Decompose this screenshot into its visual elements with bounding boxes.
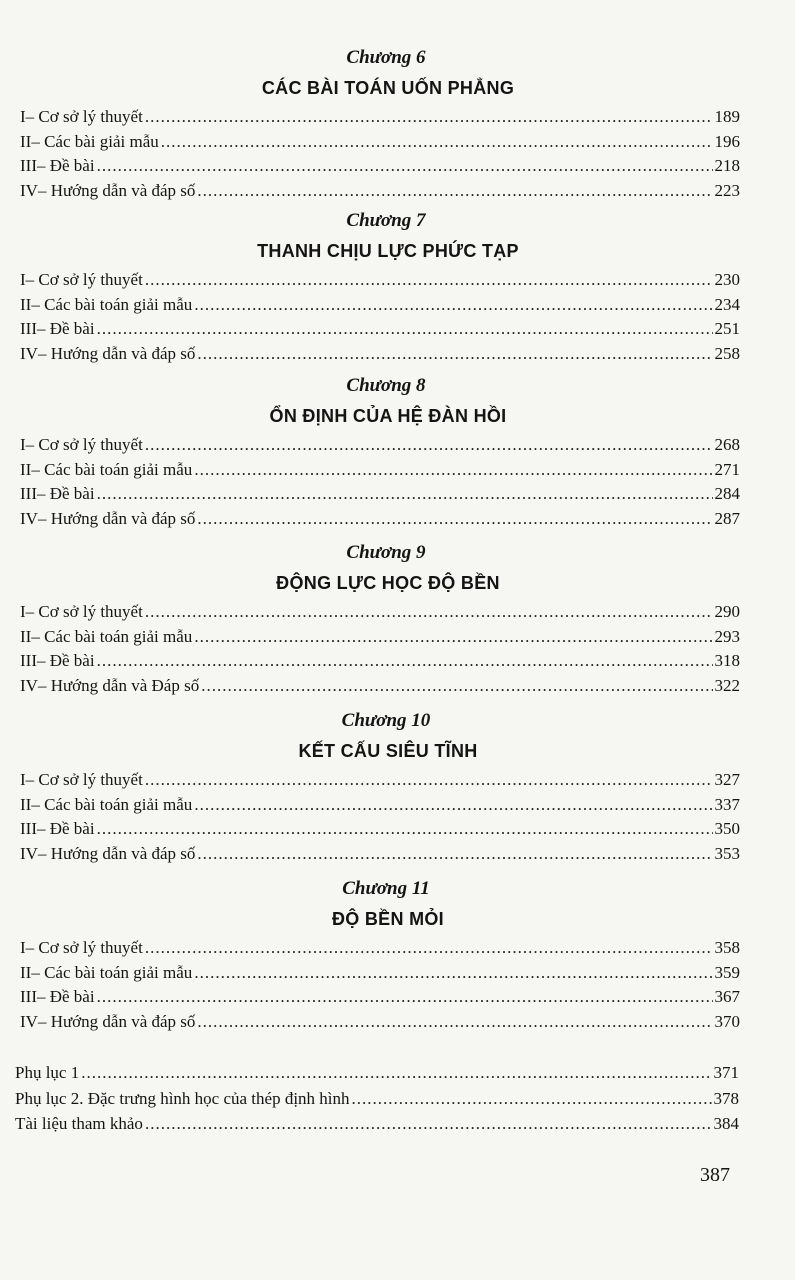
- toc-entry: [20, 293, 740, 318]
- toc-entry: [20, 130, 740, 155]
- dot-leader: [197, 842, 712, 867]
- dot-leader: [97, 817, 713, 842]
- toc-entry: [20, 154, 740, 179]
- chapter-section: [20, 708, 740, 866]
- toc-entry: [20, 179, 740, 204]
- toc-entry: [20, 793, 740, 818]
- toc-entry: [20, 936, 740, 961]
- dot-leader: [145, 768, 713, 793]
- dot-leader: [97, 317, 713, 342]
- toc-entry: [20, 817, 740, 842]
- toc-entry-page: 370: [714, 1011, 740, 1031]
- toc-entry-page: 290: [714, 602, 740, 621]
- toc-entry: [20, 649, 740, 674]
- chapter-title: KẾT CẤU SIÊU TĨNH: [298, 741, 478, 761]
- toc-entry: [20, 268, 740, 293]
- toc-entry: [20, 458, 740, 483]
- toc-entry: [20, 625, 740, 650]
- chapter-number: Chương 8: [346, 375, 426, 396]
- toc-entry-label: I– Cơ sở lý thuyết: [20, 435, 143, 454]
- dot-leader: [161, 130, 713, 155]
- dot-leader: [97, 985, 713, 1010]
- toc-entry: [20, 768, 740, 793]
- toc-entry-label: II– Các bài toán giải mẫu: [20, 962, 193, 982]
- toc-entry: [20, 985, 740, 1010]
- toc-entry-label: IV– Hướng dẫn và đáp số: [20, 180, 196, 200]
- toc-entry-page: 350: [714, 819, 740, 838]
- chapter-section: [20, 876, 740, 1034]
- chapter-number: Chương 11: [342, 878, 430, 899]
- dot-leader: [197, 342, 712, 367]
- chapter-number: Chương 7: [346, 210, 426, 231]
- toc-entry-label: III– Đề bài: [20, 987, 95, 1006]
- toc-entry-page: 337: [714, 794, 740, 814]
- toc-entry: [15, 1086, 739, 1112]
- chapter-section: [20, 45, 740, 203]
- toc-entry-label: III– Đề bài: [20, 319, 95, 338]
- toc-entry-label: Tài liệu tham khảo: [15, 1114, 143, 1133]
- toc-entry-page: 196: [714, 131, 740, 151]
- toc-entry-label: II– Các bài toán giải mẫu: [20, 459, 193, 479]
- toc-entry: [20, 507, 740, 532]
- page-number: 387: [700, 1164, 730, 1186]
- chapter-title: CÁC BÀI TOÁN UỐN PHẲNG: [261, 78, 515, 98]
- toc-entry: [20, 674, 740, 699]
- toc-entry: [20, 842, 740, 867]
- dot-leader: [201, 674, 712, 699]
- toc-entry-page: 318: [714, 651, 740, 670]
- dot-leader: [197, 507, 712, 532]
- toc-entry-label: Phụ lục 1: [15, 1063, 80, 1082]
- toc-entry-label: I– Cơ sở lý thuyết: [20, 770, 143, 789]
- toc-entry-page: 230: [714, 270, 740, 289]
- toc-entry-page: 353: [714, 843, 740, 863]
- toc-entry-label: IV– Hướng dẫn và Đáp số: [20, 675, 200, 695]
- dot-leader: [352, 1086, 712, 1112]
- dot-leader: [194, 961, 712, 986]
- dot-leader: [145, 936, 713, 961]
- toc-entry-page: 218: [714, 156, 740, 175]
- toc-entry-page: 359: [714, 962, 740, 982]
- toc-entry-page: 293: [714, 626, 740, 646]
- toc-entry-label: III– Đề bài: [20, 651, 95, 670]
- dot-leader: [197, 1010, 712, 1035]
- toc-entry-page: 287: [714, 508, 740, 528]
- toc-entry-page: 271: [714, 459, 740, 479]
- chapter-title: THANH CHỊU LỰC PHỨC TẠP: [257, 241, 519, 261]
- dot-leader: [194, 793, 712, 818]
- toc-entry: [20, 433, 740, 458]
- toc-entry: [15, 1111, 739, 1137]
- toc-entry-label: III– Đề bài: [20, 484, 95, 503]
- toc-entry-page: 322: [714, 675, 740, 695]
- toc-entry-label: Phụ lục 2. Đặc trưng hình học của thép định hình: [15, 1088, 350, 1108]
- toc-entry-page: 284: [714, 484, 740, 503]
- toc-entry-page: 258: [714, 343, 740, 363]
- toc-entry-page: 251: [714, 319, 740, 338]
- dot-leader: [145, 1111, 712, 1137]
- toc-entry-page: 384: [713, 1114, 739, 1133]
- toc-entry-label: IV– Hướng dẫn và đáp số: [20, 843, 196, 863]
- dot-leader: [145, 433, 713, 458]
- chapter-section: [20, 373, 740, 531]
- dot-leader: [81, 1060, 711, 1086]
- toc-entry: [20, 482, 740, 507]
- toc-entry-page: 378: [713, 1088, 739, 1108]
- dot-leader: [145, 600, 713, 625]
- chapter-section: [20, 208, 740, 366]
- toc-entry-label: III– Đề bài: [20, 156, 95, 175]
- toc-entry: [20, 1010, 740, 1035]
- chapter-section: [20, 540, 740, 698]
- toc-entry-label: I– Cơ sở lý thuyết: [20, 938, 143, 957]
- dot-leader: [145, 105, 713, 130]
- dot-leader: [97, 154, 713, 179]
- chapter-number: Chương 10: [341, 710, 431, 731]
- dot-leader: [145, 268, 713, 293]
- toc-entry-page: 223: [714, 180, 740, 200]
- toc-entry-label: IV– Hướng dẫn và đáp số: [20, 508, 196, 528]
- toc-entry: [15, 1060, 739, 1086]
- chapter-number: Chương 9: [346, 542, 426, 563]
- toc-entry-label: II– Các bài toán giải mẫu: [20, 626, 193, 646]
- toc-entry-label: IV– Hướng dẫn và đáp số: [20, 343, 196, 363]
- chapter-number: Chương 6: [346, 47, 426, 68]
- toc-entry-page: 189: [714, 107, 740, 126]
- toc-entry-label: III– Đề bài: [20, 819, 95, 838]
- toc-entry-label: II– Các bài toán giải mẫu: [20, 794, 193, 814]
- toc-entry-page: 327: [714, 770, 740, 789]
- toc-entry-page: 371: [713, 1063, 739, 1082]
- toc-entry-label: I– Cơ sở lý thuyết: [20, 602, 143, 621]
- toc-entry-label: I– Cơ sở lý thuyết: [20, 107, 143, 126]
- dot-leader: [194, 293, 712, 318]
- dot-leader: [97, 482, 713, 507]
- chapter-title: ĐỘNG LỰC HỌC ĐỘ BỀN: [276, 573, 500, 593]
- toc-entry-page: 234: [714, 294, 740, 314]
- toc-entry: [20, 342, 740, 367]
- dot-leader: [197, 179, 712, 204]
- chapter-title: ỔN ĐỊNH CỦA HỆ ĐÀN HỒI: [269, 406, 507, 426]
- appendix-section: [15, 1060, 739, 1137]
- toc-entry-label: IV– Hướng dẫn và đáp số: [20, 1011, 196, 1031]
- dot-leader: [194, 458, 712, 483]
- toc-entry-label: II– Các bài toán giải mẫu: [20, 294, 193, 314]
- toc-entry-page: 358: [714, 938, 740, 957]
- toc-entry: [20, 105, 740, 130]
- dot-leader: [194, 625, 712, 650]
- toc-entry-label: II– Các bài giải mẫu: [20, 131, 159, 151]
- chapter-title: ĐỘ BỀN MỎI: [331, 909, 444, 929]
- toc-entry: [20, 600, 740, 625]
- toc-entry-page: 268: [714, 435, 740, 454]
- dot-leader: [97, 649, 713, 674]
- toc-entry: [20, 961, 740, 986]
- toc-entry-page: 367: [714, 987, 740, 1006]
- toc-entry-label: I– Cơ sở lý thuyết: [20, 270, 143, 289]
- toc-entry: [20, 317, 740, 342]
